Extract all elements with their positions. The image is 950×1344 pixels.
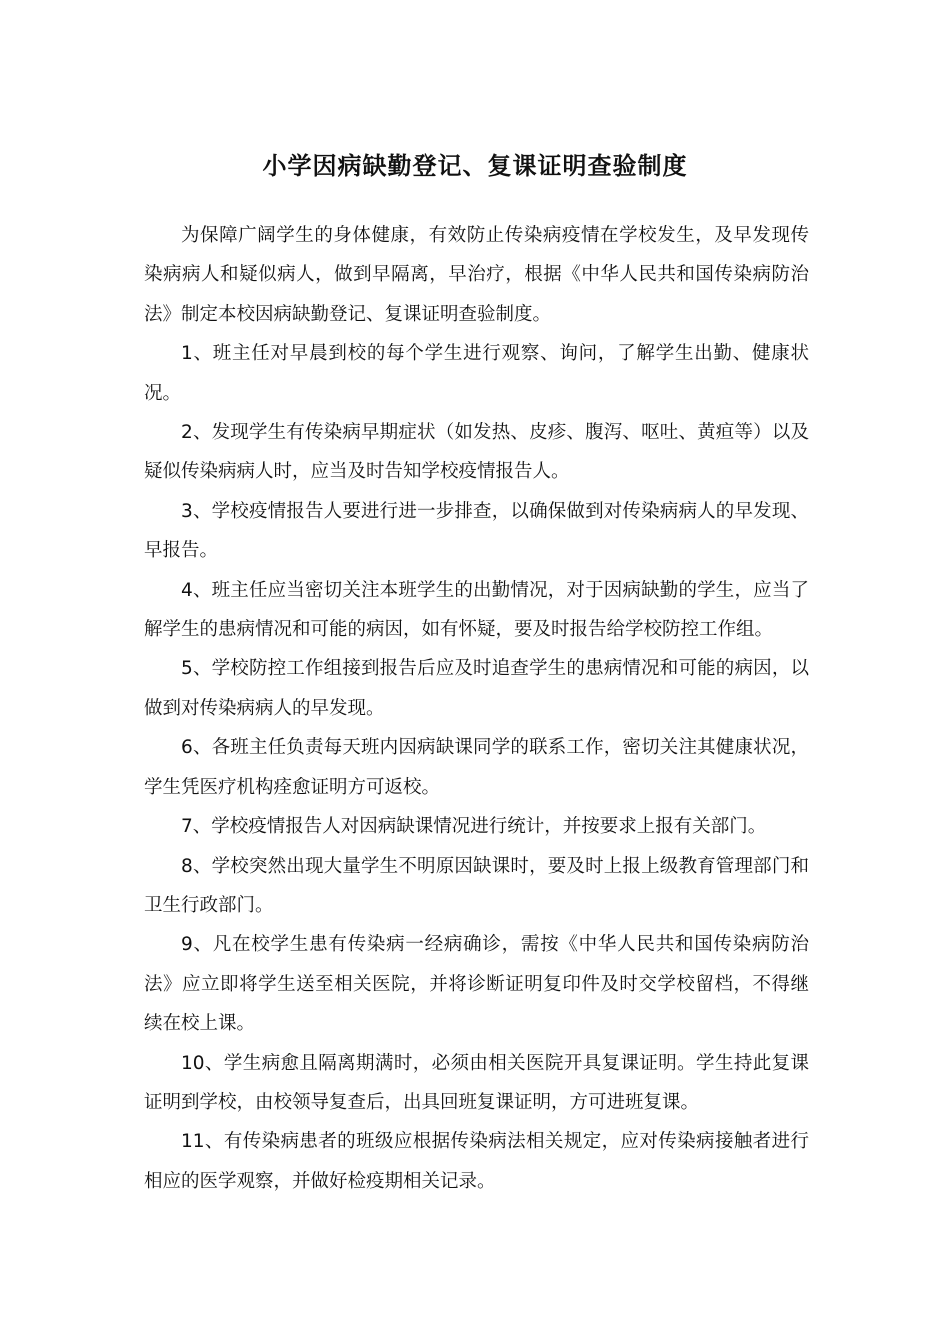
paragraph-item-6: 6、各班主任负责每天班内因病缺课同学的联系工作，密切关注其健康状况，学生凭医疗机构痊愈证明方可返校。 [144, 737, 809, 798]
paragraph-item-7: 7、学校疫情报告人对因病缺课情况进行统计，并按要求上报有关部门。 [181, 816, 767, 838]
paragraph-intro: 为保障广阔学生的身体健康，有效防止传染病疫情在学校发生，及早发现传染病病人和疑似病人，做到早隔离，早治疗，根据《中华人民共和国传染病防治法》制定本校因病缺勤登记、复课证明查验制度。 [144, 225, 809, 325]
paragraph-item-9: 9、凡在校学生患有传染病一经病确诊，需按《中华人民共和国传染病防治法》应立即将学生送至相关医院，并将诊断证明复印件及时交学校留档，不得继续在校上课。 [144, 934, 809, 1035]
paragraph-item-8: 8、学校突然出现大量学生不明原因缺课时，要及时上报上级教育管理部门和卫生行政部门。 [144, 855, 809, 916]
paragraph-item-1: 1、班主任对早晨到校的每个学生进行观察、询问，了解学生出勤、健康状况。 [144, 343, 809, 404]
paragraph-item-10: 10、学生病愈且隔离期满时，必须由相关医院开具复课证明。学生持此复课证明到学校，由校领导复查后，出具回班复课证明，方可进班复课。 [144, 1052, 809, 1113]
paragraph-item-11: 11、有传染病患者的班级应根据传染病法相关规定，应对传染病接触者进行相应的医学观察，并做好检疫期相关记录。 [144, 1131, 809, 1192]
document-body [144, 216, 809, 1201]
paragraph-item-3: 3、学校疫情报告人要进行进一步排查，以确保做到对传染病病人的早发现、早报告。 [144, 500, 809, 562]
paragraph-item-4: 4、班主任应当密切关注本班学生的出勤情况，对于因病缺勤的学生，应当了解学生的患病情况和可能的病因，如有怀疑，要及时报告给学校防控工作组。 [144, 579, 809, 641]
paragraph-item-2: 2、发现学生有传染病早期症状（如发热、皮疹、腹泻、呕吐、黄疸等）以及疑似传染病病人时，应当及时告知学校疫情报告人。 [144, 422, 809, 483]
document-title: 小学因病缺勤登记、复课证明查验制度 [262, 152, 688, 181]
paragraph-item-5: 5、学校防控工作组接到报告后应及时追查学生的患病情况和可能的病因，以做到对传染病病人的早发现。 [144, 658, 809, 719]
